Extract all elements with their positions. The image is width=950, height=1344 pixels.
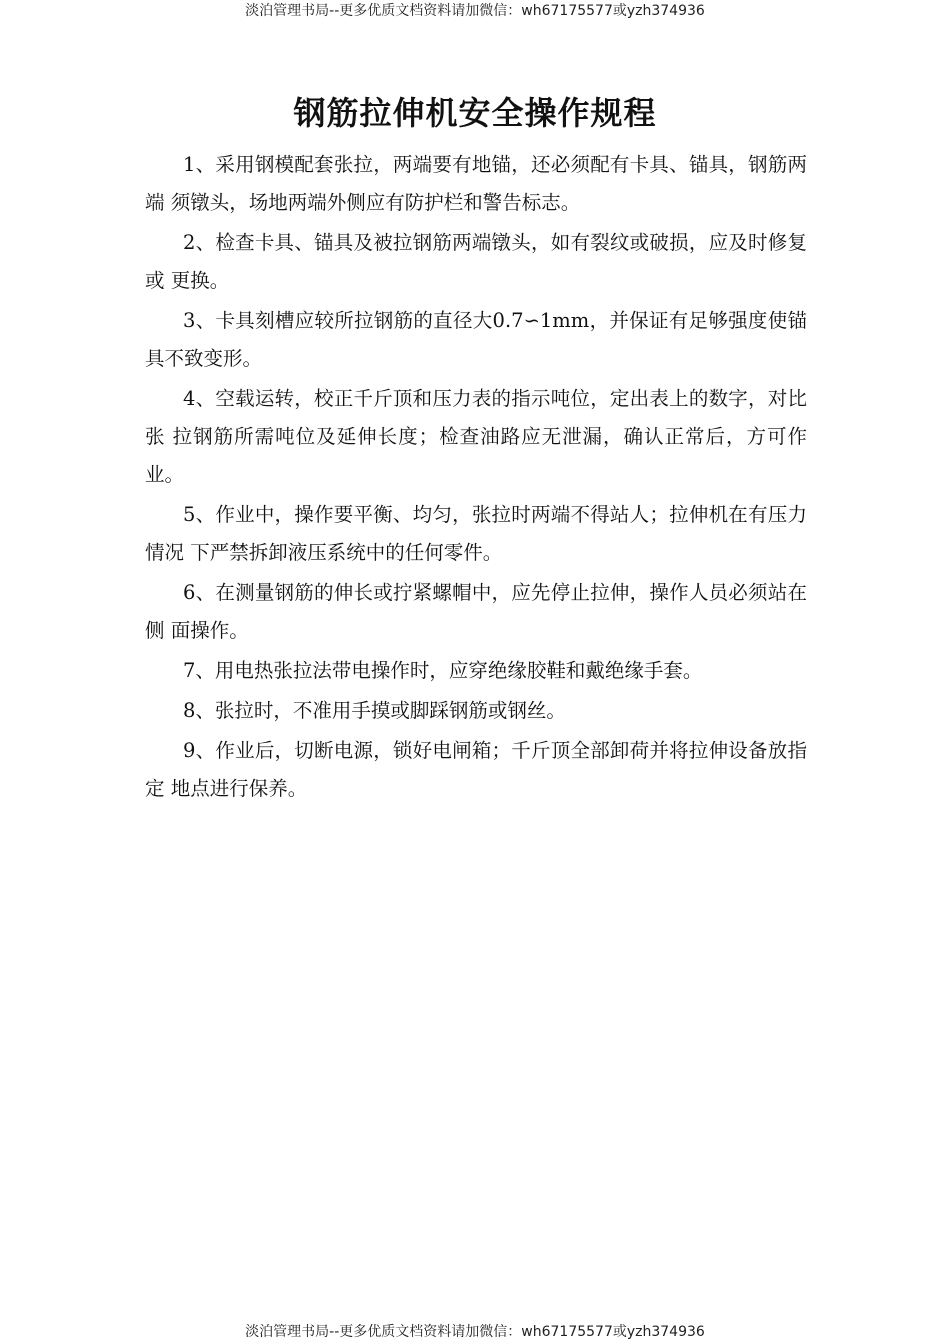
clause-9: 9、作业后，切断电源，锁好电闸箱；千斤顶全部卸荷并将拉伸设备放指定 地点进行保养。 (145, 739, 807, 800)
clause-8: 8、张拉时，不准用手摸或脚踩钢筋或钢丝。 (183, 699, 566, 722)
clause-5: 5、作业中，操作要平衡、均匀，张拉时两端不得站人；拉伸机在有压力情况 下严禁拆卸液压系统中的任何零件。 (145, 503, 807, 564)
clause-1: 1、采用钢模配套张拉，两端要有地锚，还必须配有卡具、锚具，钢筋两端 须镦头，场地两端外侧应有防护栏和警告标志。 (145, 153, 807, 214)
document-body (145, 146, 807, 810)
document-title: 钢筋拉伸机安全操作规程 (293, 94, 657, 132)
header-watermark: 淡泊管理书局--更多优质文档资料请加微信：wh67175577或yzh374936 (245, 3, 705, 19)
clause-2: 2、检查卡具、锚具及被拉钢筋两端镦头，如有裂纹或破损，应及时修复或 更换。 (145, 231, 807, 292)
clause-7: 7、用电热张拉法带电操作时，应穿绝缘胶鞋和戴绝缘手套。 (183, 659, 703, 682)
clause-3: 3、卡具刻槽应较所拉钢筋的直径大0.7∽1mm，并保证有足够强度使锚具不致变形。 (145, 309, 807, 370)
clause-6: 6、在测量钢筋的伸长或拧紧螺帽中，应先停止拉伸，操作人员必须站在侧 面操作。 (145, 581, 807, 642)
clause-4: 4、空载运转，校正千斤顶和压力表的指示吨位，定出表上的数字，对比张 拉钢筋所需吨位及延伸长度；检查油路应无泄漏，确认正常后，方可作业。 (145, 387, 807, 486)
footer-watermark: 淡泊管理书局--更多优质文档资料请加微信：wh67175577或yzh374936 (245, 1324, 705, 1340)
